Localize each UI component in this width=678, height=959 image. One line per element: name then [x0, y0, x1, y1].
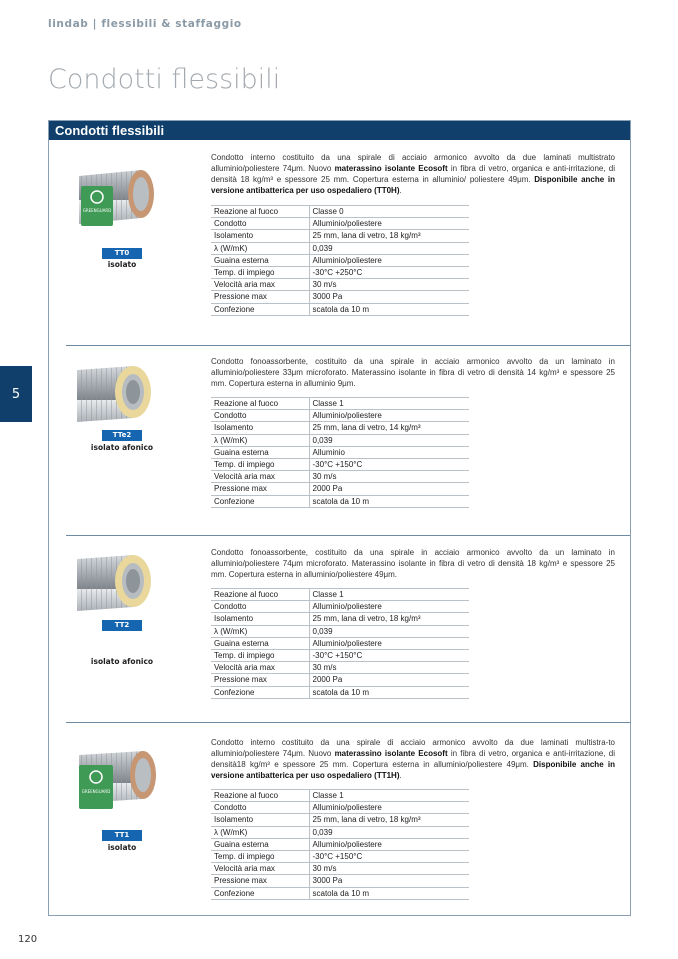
spec-value: -30°C +150°C: [309, 649, 469, 661]
spec-label: Temp. di impiego: [211, 850, 309, 862]
page-number: 120: [18, 934, 38, 945]
specs-table: [211, 789, 469, 900]
separator: [66, 345, 630, 346]
duct-photo: [71, 360, 167, 432]
spec-label: Guaina esterna: [211, 838, 309, 850]
spec-value: 30 m/s: [309, 662, 469, 674]
spec-value: 30 m/s: [309, 471, 469, 483]
spec-row: [211, 637, 469, 649]
spec-row: [211, 410, 469, 422]
spec-label: Velocità aria max: [211, 863, 309, 875]
duct-photo: [71, 549, 167, 621]
description-text: in fibra di vetro, organica e anti-irritazione, di densità18 kg/m³ e spessore 25 mm. Copertura esterna in alluminio/poliestere 49μm.: [211, 749, 615, 769]
spec-label: λ (W/mK): [211, 625, 309, 637]
spec-row: [211, 589, 469, 601]
description-text: Condotto interno costituito da una spirale di acciaio armonico avvolto da due laminati multistrato alluminio/poliestere 74μm. Nuovo: [211, 153, 615, 173]
spec-label: Condotto: [211, 218, 309, 230]
duct-photo: [71, 743, 167, 815]
spec-row: [211, 254, 469, 266]
spec-label: λ (W/mK): [211, 434, 309, 446]
spec-label: Guaina esterna: [211, 446, 309, 458]
spec-label: Isolamento: [211, 613, 309, 625]
spec-value: Classe 1: [309, 589, 469, 601]
spec-row: [211, 802, 469, 814]
spec-row: [211, 887, 469, 899]
spec-value: 3000 Pa: [309, 291, 469, 303]
description-bold: Disponibile anche in versione antibatterica per uso ospedaliero (TT0H): [211, 175, 615, 195]
product-description: [211, 547, 615, 580]
spec-label: Condotto: [211, 601, 309, 613]
spec-label: Reazione al fuoco: [211, 206, 309, 218]
spec-row: [211, 495, 469, 507]
separator: [66, 535, 630, 536]
spec-label: Pressione max: [211, 483, 309, 495]
specs-table: [211, 588, 469, 699]
spec-row: [211, 242, 469, 254]
spec-label: Pressione max: [211, 875, 309, 887]
spec-row: [211, 218, 469, 230]
spec-value: Classe 0: [309, 206, 469, 218]
description-bold: Disponibile anche in versione antibatterica per uso ospedaliero (TT1H): [211, 760, 615, 780]
spec-value: Alluminio/poliestere: [309, 410, 469, 422]
spec-label: Reazione al fuoco: [211, 398, 309, 410]
spec-row: [211, 601, 469, 613]
spec-row: [211, 814, 469, 826]
spec-row: [211, 206, 469, 218]
spec-row: [211, 838, 469, 850]
spec-value: -30°C +250°C: [309, 266, 469, 278]
specs-table: [211, 397, 469, 508]
spec-label: Pressione max: [211, 291, 309, 303]
spec-label: Isolamento: [211, 422, 309, 434]
chapter-tab[interactable]: 5: [0, 366, 32, 422]
spec-value: Alluminio: [309, 446, 469, 458]
spec-row: [211, 826, 469, 838]
product-caption: isolato afonico: [90, 657, 154, 666]
panel-title: Condotti flessibili: [49, 121, 630, 140]
product-description: [211, 152, 615, 196]
description-text: Condotto interno costituito da una spirale di acciaio armonico avvolto da due laminati multistra-to alluminio/poliestere 74μm. Nuovo: [211, 738, 615, 758]
spec-value: Alluminio/poliestere: [309, 637, 469, 649]
spec-label: Condotto: [211, 802, 309, 814]
product-code: TTe2: [102, 430, 142, 441]
spec-value: Classe 1: [309, 398, 469, 410]
spec-label: Condotto: [211, 410, 309, 422]
spec-value: Alluminio/poliestere: [309, 254, 469, 266]
spec-value: Alluminio/poliestere: [309, 218, 469, 230]
spec-label: Reazione al fuoco: [211, 589, 309, 601]
product-panel: [48, 120, 631, 916]
product-code: TT2: [102, 620, 142, 631]
spec-label: Confezione: [211, 495, 309, 507]
separator: [66, 722, 630, 723]
spec-row: [211, 875, 469, 887]
spec-label: Guaina esterna: [211, 637, 309, 649]
spec-label: Isolamento: [211, 814, 309, 826]
product-caption: isolato afonico: [90, 443, 154, 452]
spec-value: 0,039: [309, 625, 469, 637]
duct-photo: [71, 160, 167, 232]
spec-value: 30 m/s: [309, 279, 469, 291]
spec-row: [211, 279, 469, 291]
product-description: [211, 737, 615, 781]
spec-label: Guaina esterna: [211, 254, 309, 266]
spec-value: Alluminio/poliestere: [309, 838, 469, 850]
product-code: TT1: [102, 830, 142, 841]
spec-row: [211, 266, 469, 278]
description-text: .: [399, 186, 402, 195]
spec-label: Temp. di impiego: [211, 458, 309, 470]
spec-row: [211, 230, 469, 242]
spec-value: 0,039: [309, 242, 469, 254]
spec-value: Classe 1: [309, 790, 469, 802]
spec-value: 0,039: [309, 434, 469, 446]
spec-label: Temp. di impiego: [211, 649, 309, 661]
description-bold: materassino isolante Ecosoft: [334, 749, 448, 758]
description-text: in fibra di vetro, organica e anti-irritazione, di densità 18 kg/m³ e spessore 25 mm. Copertura esterna in alluminio/ poliestere 49μm.: [211, 164, 615, 184]
spec-value: Alluminio/poliestere: [309, 601, 469, 613]
spec-label: Confezione: [211, 303, 309, 315]
product-description: [211, 356, 615, 389]
spec-value: 25 mm, lana di vetro, 18 kg/m³: [309, 230, 469, 242]
spec-row: [211, 863, 469, 875]
spec-value: 2000 Pa: [309, 674, 469, 686]
spec-row: [211, 471, 469, 483]
spec-row: [211, 398, 469, 410]
spec-label: Pressione max: [211, 674, 309, 686]
spec-row: [211, 850, 469, 862]
spec-label: Velocità aria max: [211, 279, 309, 291]
spec-value: scatola da 10 m: [309, 686, 469, 698]
header-brand: lindab | flessibili & staffaggio: [48, 18, 242, 30]
product-caption: isolato: [107, 843, 137, 852]
spec-row: [211, 674, 469, 686]
spec-row: [211, 649, 469, 661]
spec-value: 2000 Pa: [309, 483, 469, 495]
spec-label: Reazione al fuoco: [211, 790, 309, 802]
spec-row: [211, 458, 469, 470]
spec-value: 30 m/s: [309, 863, 469, 875]
specs-table: [211, 205, 469, 316]
spec-label: Confezione: [211, 887, 309, 899]
product-code: TT0: [102, 248, 142, 259]
spec-value: 25 mm, lana di vetro, 18 kg/m³: [309, 613, 469, 625]
spec-value: 0,039: [309, 826, 469, 838]
spec-label: λ (W/mK): [211, 826, 309, 838]
greenguard-label: GREENGUARD: [81, 789, 111, 794]
description-text: Condotto fonoassorbente, costituito da una spirale in acciaio armonico avvolto da un laminato in alluminio/poliestere 74μm microforato. Materassino isolante in fibra di vetro di densità 18 kg/m³ e spessore 25 mm. Copertura esterna in alluminio/poliestere 49μm.: [211, 548, 615, 579]
spec-value: 25 mm, lana di vetro, 18 kg/m³: [309, 814, 469, 826]
spec-row: [211, 625, 469, 637]
spec-row: [211, 422, 469, 434]
description-text: Condotto fonoassorbente, costituito da una spirale in acciaio armonico avvolto da un laminato in alluminio/poliestere 33μm microforato. Materassino isolante in fibra di vetro di densità 14 kg/m³ e spessore 25 mm. Copertura esterna in alluminio 9μm.: [211, 357, 615, 388]
spec-value: scatola da 10 m: [309, 887, 469, 899]
spec-row: [211, 483, 469, 495]
product-caption: isolato: [107, 260, 137, 269]
spec-value: scatola da 10 m: [309, 495, 469, 507]
spec-value: Alluminio/poliestere: [309, 802, 469, 814]
spec-label: Velocità aria max: [211, 471, 309, 483]
spec-value: -30°C +150°C: [309, 850, 469, 862]
spec-value: 25 mm, lana di vetro, 14 kg/m³: [309, 422, 469, 434]
spec-value: scatola da 10 m: [309, 303, 469, 315]
spec-label: Isolamento: [211, 230, 309, 242]
spec-label: Confezione: [211, 686, 309, 698]
spec-row: [211, 303, 469, 315]
description-bold: materassino isolante Ecosoft: [334, 164, 448, 173]
spec-row: [211, 790, 469, 802]
page-title: Condotti flessibili: [48, 64, 281, 95]
description-text: .: [399, 771, 402, 780]
spec-row: [211, 686, 469, 698]
greenguard-label: GREENGUARD: [82, 208, 112, 213]
spec-row: [211, 662, 469, 674]
spec-row: [211, 446, 469, 458]
spec-label: λ (W/mK): [211, 242, 309, 254]
spec-label: Velocità aria max: [211, 662, 309, 674]
spec-row: [211, 613, 469, 625]
spec-label: Temp. di impiego: [211, 266, 309, 278]
spec-row: [211, 434, 469, 446]
spec-row: [211, 291, 469, 303]
spec-value: 3000 Pa: [309, 875, 469, 887]
spec-value: -30°C +150°C: [309, 458, 469, 470]
